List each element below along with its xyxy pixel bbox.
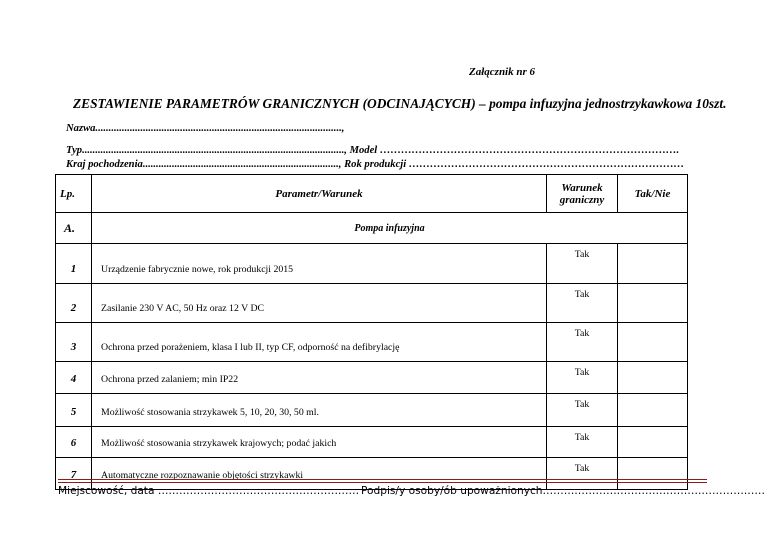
document-title: ZESTAWIENIE PARAMETRÓW GRANICZNYCH (ODCINAJĄCYCH) – pompa infuzyjna jednostrzykawkowa 10szt. xyxy=(73,96,727,111)
row-lp: 3 xyxy=(56,323,92,362)
table-header-row xyxy=(56,175,688,213)
footer-divider xyxy=(58,479,707,480)
parameters-table xyxy=(55,174,688,490)
table-row xyxy=(56,323,688,362)
row-taknie-cell[interactable] xyxy=(618,323,688,362)
row-lp: 2 xyxy=(56,284,92,323)
header-lp: Lp. xyxy=(56,175,92,213)
row-taknie-cell[interactable] xyxy=(618,284,688,323)
row-taknie-cell[interactable] xyxy=(618,244,688,284)
row-taknie-cell[interactable] xyxy=(618,427,688,458)
row-param: Ochrona przed porażeniem, klasa I lub II, typ CF, odporność na defibrylację xyxy=(92,323,547,362)
row-lp: 4 xyxy=(56,362,92,394)
place-date-field: Miejscowość, data ………………………………………………… xyxy=(58,485,360,497)
row-param: Zasilanie 230 V AC, 50 Hz oraz 12 V DC xyxy=(92,284,547,323)
row-param: Urządzenie fabrycznie nowe, rok produkcji 2015 xyxy=(92,244,547,284)
row-warunek: Tak xyxy=(547,394,618,427)
row-taknie-cell[interactable] xyxy=(618,362,688,394)
section-letter: A. xyxy=(56,213,92,244)
row-param: Automatyczne rozpoznawanie objętości strzykawki xyxy=(92,458,547,490)
table-row xyxy=(56,244,688,284)
name-line: Nazwa............................................................................................., xyxy=(66,123,345,134)
annex-label: Załącznik nr 6 xyxy=(469,66,536,78)
header-warunek: Warunek graniczny xyxy=(547,175,618,213)
row-warunek: Tak xyxy=(547,427,618,458)
row-warunek: Tak xyxy=(547,323,618,362)
table-row xyxy=(56,427,688,458)
table-row xyxy=(56,284,688,323)
row-warunek: Tak xyxy=(547,244,618,284)
section-row xyxy=(56,213,688,244)
row-lp: 7 xyxy=(56,458,92,490)
footer-divider-thin xyxy=(58,482,707,483)
row-taknie-cell[interactable] xyxy=(618,394,688,427)
origin-year-line: Kraj pochodzenia.........................................................................., Rok produkcji …………………………………………………………………… xyxy=(66,159,685,170)
row-lp: 1 xyxy=(56,244,92,284)
row-param: Możliwość stosowania strzykawek krajowych; podać jakich xyxy=(92,427,547,458)
table-row xyxy=(56,394,688,427)
table-row xyxy=(56,362,688,394)
row-param: Możliwość stosowania strzykawek 5, 10, 20, 30, 50 ml. xyxy=(92,394,547,427)
row-warunek: Tak xyxy=(547,362,618,394)
signature-field: Podpis/y osoby/ób upoważnionych……………………………………………………… xyxy=(361,485,765,497)
header-taknie: Tak/Nie xyxy=(618,175,688,213)
row-warunek: Tak xyxy=(547,458,618,490)
row-warunek: Tak xyxy=(547,284,618,323)
type-model-line: Typ..................................................................................................., Model …………………………………………………………………………. xyxy=(66,145,680,156)
header-param: Parametr/Warunek xyxy=(92,175,547,213)
row-param: Ochrona przed zalaniem; min IP22 xyxy=(92,362,547,394)
section-title: Pompa infuzyjna xyxy=(92,213,688,244)
row-lp: 6 xyxy=(56,427,92,458)
row-lp: 5 xyxy=(56,394,92,427)
